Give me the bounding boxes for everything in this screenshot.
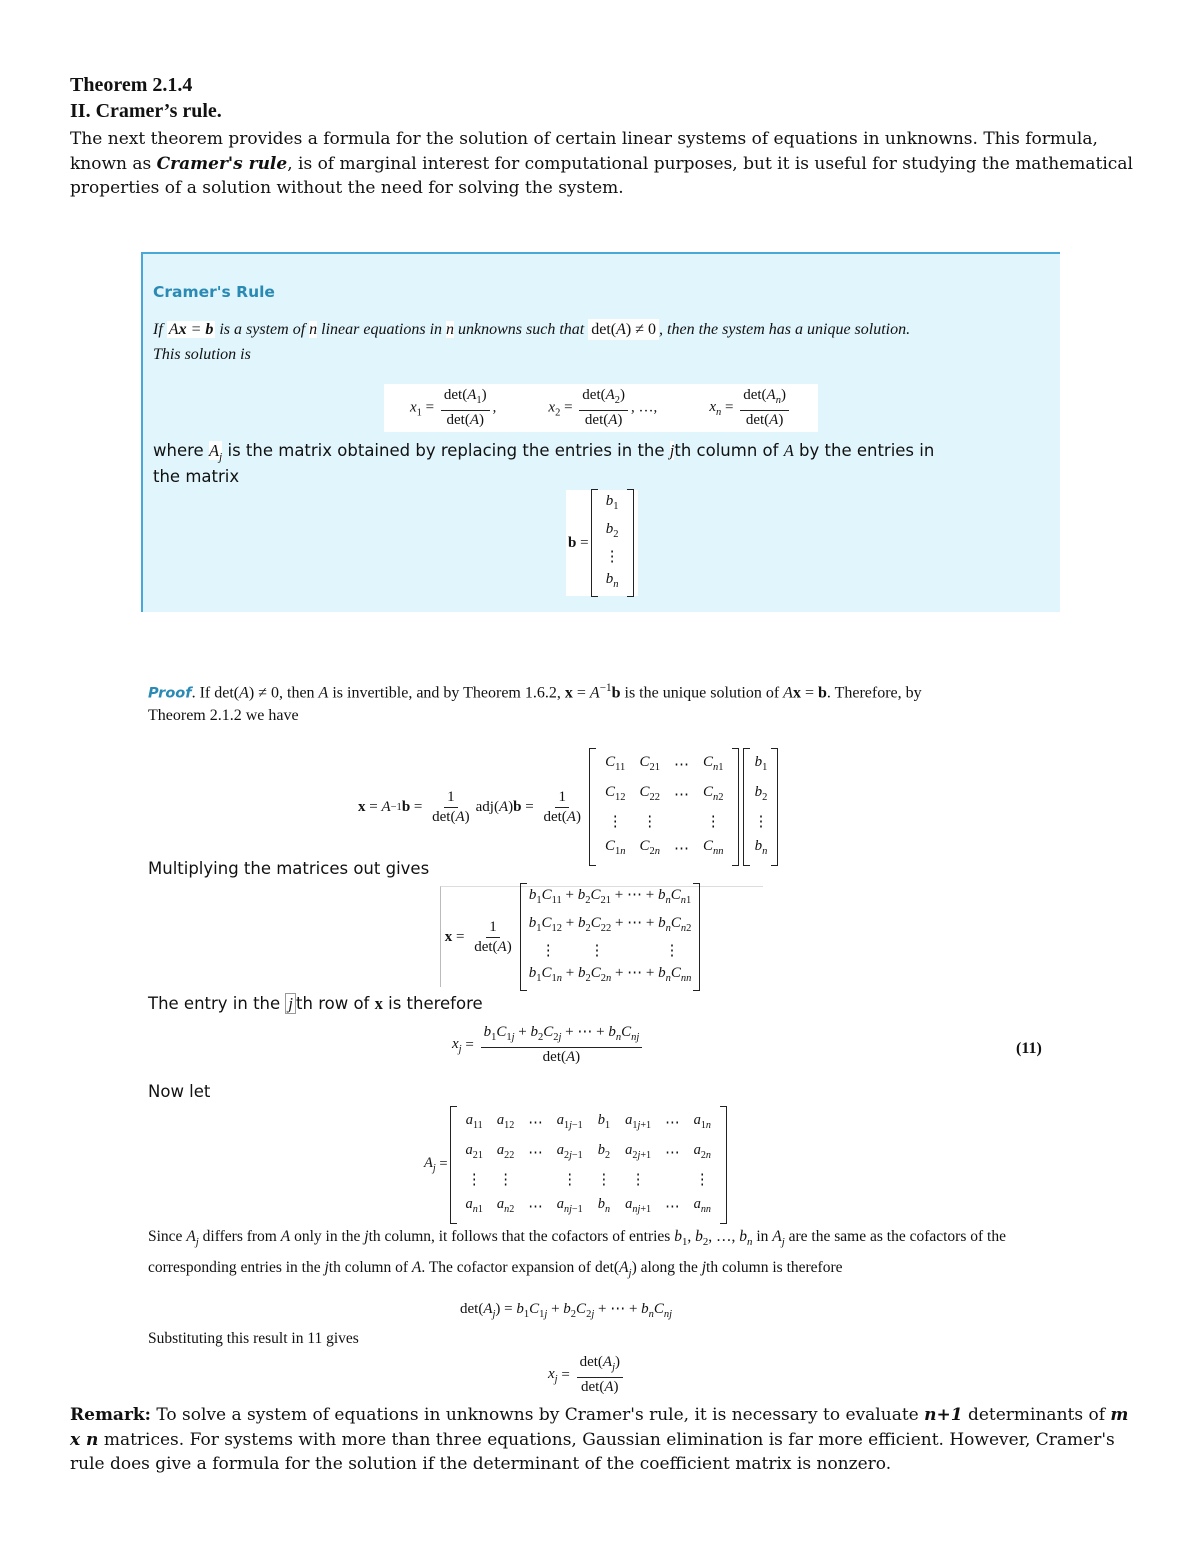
intro-text-2: , is of marginal interest for computational purposes, but it is useful for studying the mathematical properties of a solution without the need for solving the system. xyxy=(70,153,1133,198)
equation-number: (11) xyxy=(1016,1040,1042,1057)
remark-label: Remark: xyxy=(70,1405,151,1425)
box-title: Cramer's Rule xyxy=(153,283,275,301)
proof-t5: . Therefore, by xyxy=(826,684,922,702)
since-3: only in the xyxy=(294,1228,361,1245)
proof-t3: is invertible, and by Theorem 1.6.2, xyxy=(332,684,561,702)
since-11: th column is xyxy=(706,1259,783,1277)
since-6: are the same as the xyxy=(788,1228,906,1245)
substituting-line: Substituting this result in 11 gives xyxy=(148,1330,359,1347)
where-4: by the entries in xyxy=(799,441,935,460)
box-s5: , then the system has a unique solution. xyxy=(659,321,911,338)
inverse-formula: x = A −1 b = $\frac{1}{\det(A)}$ adj( A ) b = $\frac{1}{\det(A)}$ $C_{11}$ $C_{21}$ ⋯ $C_{n1}$ $C_{12}$ $C_{22}$ ⋯ $C_{n2}$ ⋮ ⋮ ⋮ $C_{1n}$ $C_{2n}$ ⋯ $C_{nn}$ $b_1$ $b_2$ ⋮ $b_n$ xyxy=(358,748,780,866)
proof-t1: If xyxy=(199,684,211,702)
since-10: along the xyxy=(640,1259,698,1277)
box-solution-label: This solution is xyxy=(153,346,251,363)
box-s2: is a system of xyxy=(219,321,306,338)
since-7: cofactors of the corresponding entries in the xyxy=(148,1228,1006,1277)
box-statement: If Ax = b is a system of n linear equations in n unknowns such that det(A) ≠ 0 , then the system has a unique solution. xyxy=(153,321,911,338)
since-paragraph: Since $A_j$ differs from A only in the jth column, it follows that the cofactors of entries $b_1$, $b_2$, …, $b_n$ in $A_j$ are the same as the cofactors of the corresponding entries in the jth column of A. The cofactor expansion of $\det(A_j)$ along the jth column is therefore xyxy=(148,1228,1006,1280)
where-1: where xyxy=(153,441,204,460)
intro-term: Cramer's rule xyxy=(156,153,288,174)
since-2: differs from xyxy=(202,1228,277,1245)
since-12: therefore xyxy=(786,1259,843,1277)
since-9: . The cofactor expansion of xyxy=(421,1259,592,1277)
final-formula: $x_j$ = $\frac{\det(A_j)}{\det(A)}$ xyxy=(548,1354,626,1396)
entry-2: th row of xyxy=(296,994,370,1013)
since-1: Since xyxy=(148,1228,183,1245)
where-3: th column of xyxy=(674,441,779,460)
since-5: in xyxy=(756,1228,769,1245)
intro-paragraph xyxy=(70,127,1140,201)
aj-matrix: $A_j$ = $a_{11}$ $a_{12}$ ⋯ $a_{1j-1}$ $b_1$ $a_{1j+1}$ ⋯ $a_{1n}$ $a_{21}$ $a_{22}$ ⋯ $a_{2j-1}$ $b_2$ $a_{2j+1}$ ⋯ $a_{2n}$ ⋮ ⋮ ⋮ ⋮ ⋮ ⋮ $a_{n1}$ $a_{n2}$ ⋯ $a_{nj-1}$ $b_n$ $a_{nj+1}$ ⋯ $a_{nn}$ xyxy=(424,1106,729,1224)
theorem-heading: Theorem 2.1.4 xyxy=(70,74,193,96)
now-let-label: Now let xyxy=(148,1082,211,1101)
box-where-line: where $A_j$ is the matrix obtained by replacing the entries in the jth column of A by the entries in xyxy=(153,441,935,464)
box-s4: unknowns such that xyxy=(458,321,585,338)
cramer-formula: $x_1$ = $\frac{\det(A_1)}{\det(A)}$ , $x_2$ = $\frac{\det(A_2)}{\det(A)}$ , …, $x_n$ = $\frac{\det(A_n)}{\det(A)}$ xyxy=(384,384,818,432)
det-aj-expansion: $\det(A_j) = b_1C_{1j} + b_2C_{2j}$ + ⋯ + $b_nC_{nj}$ xyxy=(460,1301,673,1320)
xj-formula: $x_j$ = $\frac{b_1C_{1j} + b_2C_{2j} + \cdots + b_nC_{nj}}{\det(A)}$ xyxy=(452,1024,645,1066)
remark-paragraph xyxy=(70,1403,1132,1477)
product-formula: x = $\frac{1}{\det(A)}$ $b_1C_{11} + b_2C_{21}$ + ⋯ + $b_nC_{n1}$ $b_1C_{12} + b_2C_{22}$ + ⋯ + $b_nC_{n2}$ ⋮ ⋮ ⋮ $b_1C_{1n} + b_2C_{2n}$ + ⋯ + $b_nC_{nn}$ xyxy=(440,886,763,987)
proof-t4: is the unique solution of xyxy=(624,684,780,702)
since-4: th column, it follows that the cofactors of entries xyxy=(368,1228,671,1245)
remark-b1: n+1 xyxy=(924,1405,963,1425)
entry-1: The entry in the xyxy=(148,994,281,1013)
where-2: is the matrix obtained by replacing the entries in the xyxy=(227,441,665,460)
intro-text-1: The next theorem provides a formula for the solution of certain linear systems of equations in unknowns. This formula, known as xyxy=(70,129,1098,174)
remark-t3: matrices. For systems with more than three equations, Gaussian elimination is far more efficient. However, Cramer's rule does give a formula for the solution if the determinant of the coefficient matrix is nonzero. xyxy=(70,1429,1115,1474)
proof-line-1: Proof. If det(A) ≠ 0, then A is invertible, and by Theorem 1.6.2, $x = A^{-1}b$ is the unique solution of Ax = b. Therefore, by xyxy=(148,682,922,702)
box-the-matrix: the matrix xyxy=(153,467,240,486)
proof-t2: , then xyxy=(279,684,315,702)
proof-label: Proof xyxy=(148,685,192,702)
section-heading: II. Cramer’s rule. xyxy=(70,100,222,122)
proof-line-2: Theorem 2.1.2 we have xyxy=(148,707,299,724)
b-vector: b = $b_1$ $b_2$ ⋮ $b_n$ xyxy=(566,490,638,596)
box-s1: If xyxy=(153,321,163,338)
remark-t2: determinants of xyxy=(962,1405,1111,1425)
remark-b2: m x n xyxy=(70,1405,1129,1450)
entry-3: is therefore xyxy=(388,994,483,1013)
entry-line: The entry in the j th row of x is therefore xyxy=(148,994,483,1013)
multiplying-label: Multiplying the matrices out gives xyxy=(148,859,430,878)
box-s3: linear equations in xyxy=(321,321,443,338)
remark-t1: To solve a system of equations in unknowns by Cramer's rule, it is necessary to evaluate xyxy=(150,1405,925,1425)
since-8: th column of xyxy=(328,1259,409,1277)
